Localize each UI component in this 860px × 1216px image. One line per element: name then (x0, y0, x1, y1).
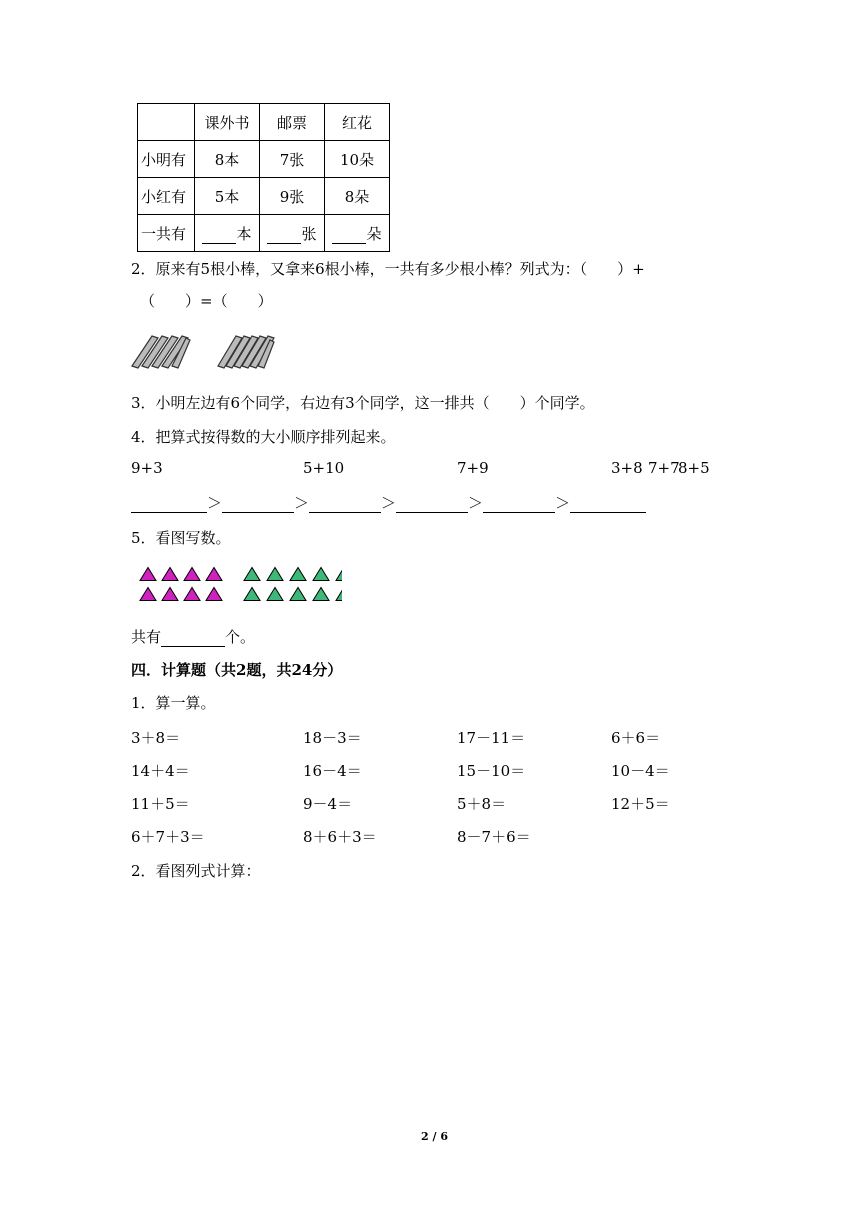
answer-blank[interactable] (222, 494, 294, 513)
page-number: 2 / 6 (421, 1130, 448, 1143)
question-4-title: 4．把算式按得数的大小顺序排列起来。 (131, 428, 396, 446)
calc-title: 1．算一算。 (131, 694, 216, 712)
greater-than-sign: ＞ (294, 494, 310, 512)
green-triangle (244, 588, 260, 601)
answer-prefix: 共有 (131, 628, 162, 646)
calc-item: 16－4＝ (303, 762, 362, 780)
green-triangle (290, 568, 306, 581)
calc-item: 8＋6＋3＝ (303, 828, 377, 846)
table-cell: 9张 (260, 178, 325, 215)
unit-label: 张 (301, 224, 317, 243)
greater-than-sign: ＞ (468, 494, 484, 512)
table-cell: 小红有 (138, 178, 195, 215)
question-2-line2: （ ）=（ ） (140, 292, 273, 310)
unit-label: 朵 (366, 224, 382, 243)
calc-item: 11＋5＝ (131, 795, 190, 813)
table-row (138, 178, 390, 215)
answer-blank[interactable] (570, 494, 646, 513)
calc-item: 8－7＋6＝ (457, 828, 531, 846)
question-5-title: 5．看图写数。 (131, 529, 231, 547)
table-cell (325, 215, 390, 252)
green-triangle (313, 588, 329, 601)
stick-bundle-6 (218, 336, 274, 368)
green-triangle (336, 568, 342, 581)
expr-2: 7+9 (457, 459, 489, 477)
table-cell: 小明有 (138, 141, 195, 178)
table-cell: 10朵 (325, 141, 390, 178)
sticks-illustration (130, 328, 280, 372)
ordering-answer-row (131, 492, 646, 513)
green-triangle (336, 588, 342, 601)
green-triangle (313, 568, 329, 581)
answer-suffix: 个。 (225, 628, 256, 646)
table-cell (138, 104, 195, 141)
calc-item: 6＋6＝ (611, 729, 661, 747)
table-cell: 5本 (195, 178, 260, 215)
table-cell: 邮票 (260, 104, 325, 141)
question-3: 3．小明左边有6个同学，右边有3个同学，这一排共（ ）个同学。 (131, 394, 595, 412)
greater-than-sign: ＞ (381, 494, 397, 512)
magenta-triangle (184, 588, 200, 601)
magenta-triangle (184, 568, 200, 581)
table-cell (260, 215, 325, 252)
magenta-triangle (206, 588, 222, 601)
magenta-triangle (162, 568, 178, 581)
table-cell (195, 215, 260, 252)
table-cell: 8朵 (325, 178, 390, 215)
expr-1: 5+10 (303, 459, 345, 477)
table-cell: 7张 (260, 141, 325, 178)
calc-item: 17－11＝ (457, 729, 526, 747)
answer-blank[interactable] (202, 225, 236, 244)
calc-item: 3＋8＝ (131, 729, 181, 747)
magenta-triangle (140, 588, 156, 601)
calc-item: 9－4＝ (303, 795, 353, 813)
answer-blank[interactable] (161, 628, 225, 647)
calc-item: 12＋5＝ (611, 795, 670, 813)
greater-than-sign: ＞ (555, 494, 571, 512)
answer-blank[interactable] (267, 225, 301, 244)
answer-blank[interactable] (332, 225, 366, 244)
magenta-triangle (206, 568, 222, 581)
magenta-triangle (162, 588, 178, 601)
table-header-row (138, 104, 390, 141)
answer-blank[interactable] (309, 494, 381, 513)
answer-blank[interactable] (131, 494, 207, 513)
table-row (138, 141, 390, 178)
calc-item: 5＋8＝ (457, 795, 507, 813)
stick-bundle-5 (132, 336, 190, 368)
expr-3: 3+8 (611, 459, 643, 477)
table-cell: 课外书 (195, 104, 260, 141)
stats-table (137, 103, 390, 252)
green-triangle (290, 588, 306, 601)
answer-blank[interactable] (396, 494, 468, 513)
calc-item: 18－3＝ (303, 729, 362, 747)
expr-5: 8+5 (678, 459, 710, 477)
green-triangle (267, 588, 283, 601)
magenta-triangle (140, 568, 156, 581)
table-cell: 一共有 (138, 215, 195, 252)
green-triangle (244, 568, 260, 581)
expr-0: 9+3 (131, 459, 163, 477)
table-row (138, 215, 390, 252)
question-last: 2．看图列式计算： (131, 862, 261, 880)
section-4-title: 四．计算题（共2题，共24分） (131, 661, 343, 679)
calc-item: 10－4＝ (611, 762, 670, 780)
calc-item: 15－10＝ (457, 762, 526, 780)
table-cell: 红花 (325, 104, 390, 141)
calc-item: 6＋7＋3＝ (131, 828, 205, 846)
greater-than-sign: ＞ (207, 494, 223, 512)
triangles-illustration (132, 560, 342, 608)
unit-label: 本 (236, 224, 252, 243)
question-2-line1: 2．原来有5根小棒，又拿来6根小棒，一共有多少根小棒？列式为：（ ）+ (131, 260, 645, 278)
green-triangle (267, 568, 283, 581)
answer-blank[interactable] (483, 494, 555, 513)
expr-4: 7+7 (648, 459, 680, 477)
question-5-answer (131, 626, 255, 647)
table-cell: 8本 (195, 141, 260, 178)
calc-item: 14＋4＝ (131, 762, 190, 780)
